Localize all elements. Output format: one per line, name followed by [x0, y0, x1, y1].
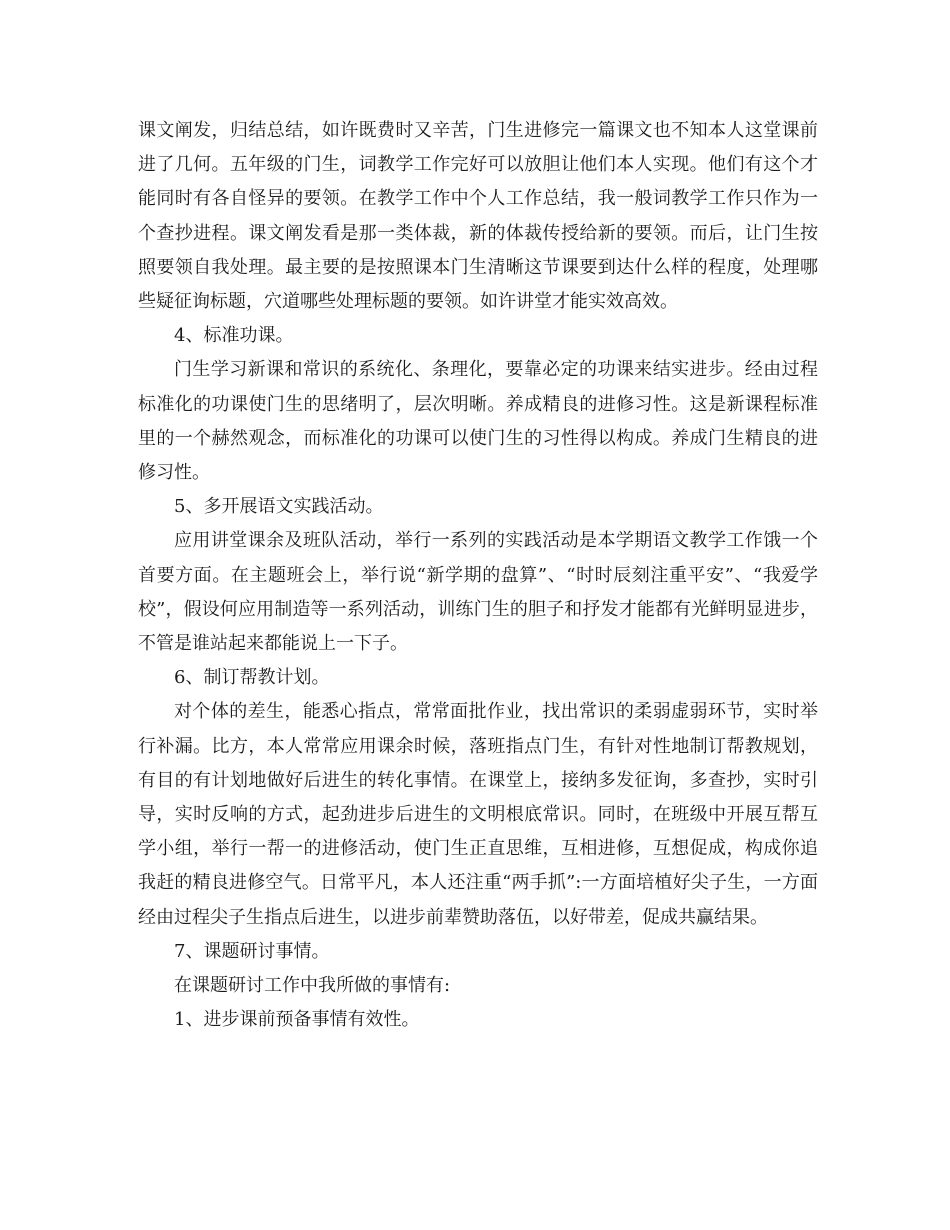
heading-research-work: 7、课题研讨事情。: [174, 940, 330, 962]
paragraph-chinese-practice-activities: 应用讲堂课余及班队活动，举行一系列的实践活动是本学期语文教学工作饿一个首要方面。在主题班会上，举行说“新学期的盘算”、“时时辰刻注重平安”、“我爱学校”，假设何应用制造等一系列活动，训练门生的胆子和抒发才能都有光鲜明显进步，不管是谁站起来都能说上一下子。: [138, 530, 818, 655]
heading-chinese-practice-activities: 5、多开展语文实践活动。: [174, 496, 384, 518]
heading-standard-homework: 4、标准功课。: [174, 325, 294, 347]
paragraph-research-work-intro: 在课题研讨工作中我所做的事情有:: [174, 975, 451, 997]
paragraph-tutoring-plan: 对个体的差生，能悉心指点，常常面批作业，找出常识的柔弱虚弱环节，实时举行补漏。比方，本人常常应用课余时候，落班指点门生，有针对性地制订帮教规划，有目的有计划地做好后进生的转化事情。在课堂上，接纳多发征询，多查抄，实时引导，实时反响的方式，起劲进步后进生的文明根底常识。同时，在班级中开展互帮互学小组，举行一帮一的进修活动，使门生正直思维，互相进修，互想促成，构成你追我赶的精良进修空气。日常平凡，本人还注重“两手抓”:一方面培植好尖子生，一方面经由过程尖子生指点后进生，以进步前辈赞助落伍，以好带差，促成共赢结果。: [138, 701, 818, 928]
paragraph-research-item-1: 1、进步课前预备事情有效性。: [174, 1009, 420, 1031]
paragraph-lesson-analysis: 课文阐发，归结总结，如许既费时又辛苦，门生进修完一篇课文也不知本人这堂课前进了几何。五年级的门生，词教学工作完好可以放胆让他们本人实现。他们有这个才能同时有各自怪异的要领。在教学工作中个人工作总结，我一般词教学工作只作为一个查抄进程。课文阐发看是那一类体裁，新的体裁传授给新的要领。而后，让门生按照要领自我处理。最主要的是按照课本门生清晰这节课要到达什么样的程度，处理哪些疑征询标题，穴道哪些处理标题的要领。如许讲堂才能实效高效。: [138, 120, 818, 313]
document-body: [138, 114, 818, 1037]
heading-tutoring-plan: 6、制订帮教计划。: [174, 667, 330, 689]
paragraph-standard-homework: 门生学习新课和常识的系统化、条理化，要靠必定的功课来结实进步。经由过程标准化的功课使门生的思绪明了，层次明晰。养成精良的进修习性。这是新课程标准里的一个赫然观念，而标准化的功课可以使门生的习性得以构成。养成门生精良的进修习性。: [138, 359, 818, 484]
